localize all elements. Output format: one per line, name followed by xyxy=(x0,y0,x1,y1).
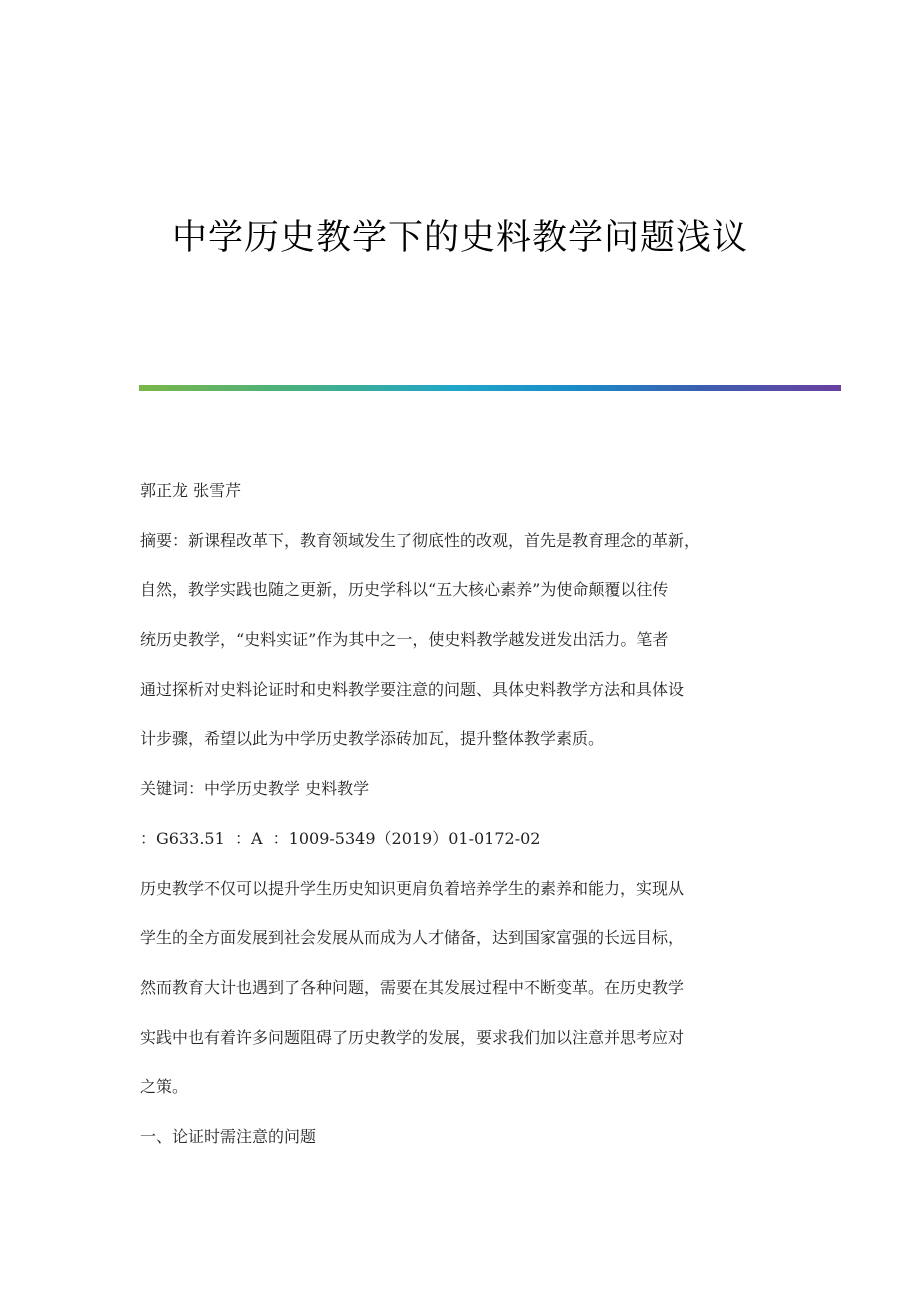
body-line: 历史教学不仅可以提升学生历史知识更肩负着培养学生的素养和能力，实现从 xyxy=(140,878,685,898)
abstract xyxy=(140,516,780,764)
body-line: 学生的全方面发展到社会发展从而成为人才储备，达到国家富强的长远目标， xyxy=(140,928,685,948)
abstract-line: 计步骤，希望以此为中学历史教学添砖加瓦，提升整体教学素质。 xyxy=(140,729,605,749)
document-body xyxy=(140,466,780,1162)
body-paragraph xyxy=(140,864,780,1112)
body-line: 之策。 xyxy=(140,1077,189,1097)
body-line: 然而教育大计也遇到了各种问题，需要在其发展过程中不断变革。在历史教学 xyxy=(140,977,685,997)
title-divider xyxy=(139,385,841,391)
abstract-line: 通过探析对史料论证时和史料教学要注意的问题、具体史料教学方法和具体设 xyxy=(140,679,685,699)
body-line: 实践中也有着许多问题阻碍了历史教学的发展，要求我们加以注意并思考应对 xyxy=(140,1027,685,1047)
keywords: 关键词：中学历史教学 史料教学 xyxy=(140,779,370,799)
authors: 郭正龙 张雪芹 xyxy=(140,481,242,500)
abstract-line: 统历史教学，“史料实证”作为其中之一，使史料教学越发迸发出活力。笔者 xyxy=(140,630,669,650)
abstract-line: 摘要：新课程改革下，教育领域发生了彻底性的改观，首先是教育理念的革新， xyxy=(140,530,701,550)
classification-codes: ：G633.51 ：A ：1009-5349（2019）01-0172-02 xyxy=(140,828,541,848)
section-heading: 一、论证时需注意的问题 xyxy=(140,1126,317,1146)
document-title: 中学历史教学下的史料教学问题浅议 xyxy=(171,218,748,258)
abstract-line: 自然，教学实践也随之更新，历史学科以“五大核心素养”为使命颠覆以往传 xyxy=(140,580,669,600)
